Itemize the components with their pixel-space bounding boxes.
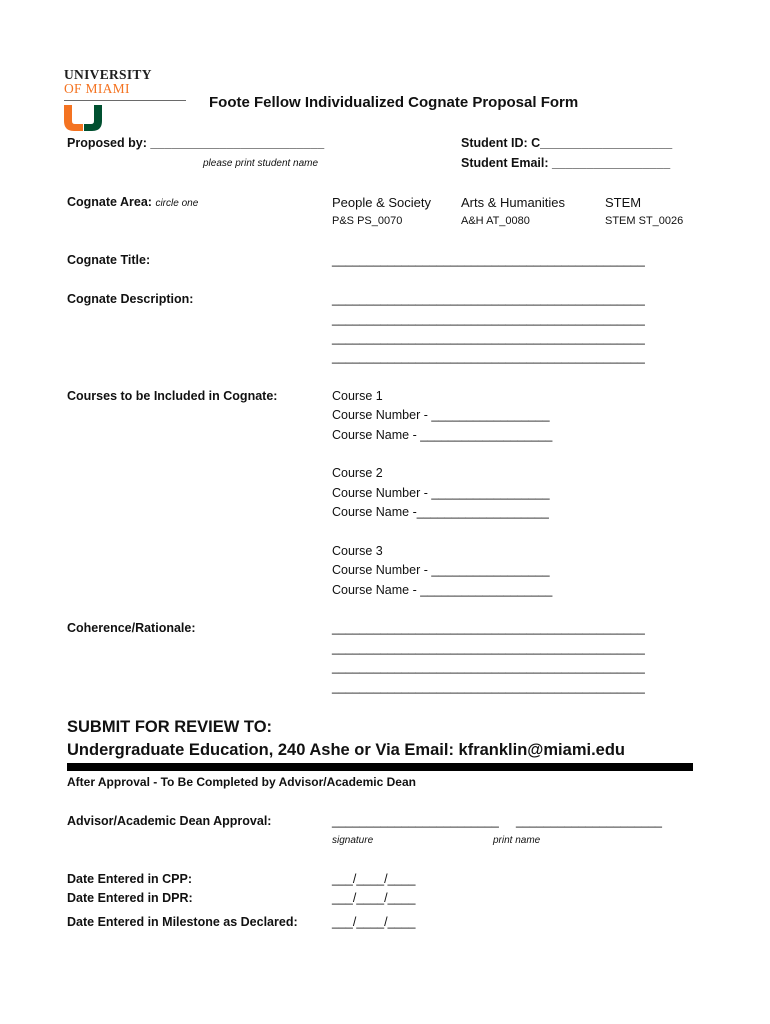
u-logo-icon xyxy=(64,105,102,131)
logo-line-2: OF MIAMI xyxy=(64,81,130,96)
course-3-number[interactable]: Course Number - _________________ xyxy=(332,563,550,577)
coherence-line[interactable]: _____________________________________________ xyxy=(332,641,645,655)
approval-label: Advisor/Academic Dean Approval: xyxy=(67,814,272,828)
code-stem: STEM ST_0026 xyxy=(605,215,684,227)
approval-section-title: After Approval - To Be Completed by Advisor/Academic Dean xyxy=(67,775,416,789)
course-2-name[interactable]: Course Name -___________________ xyxy=(332,505,549,519)
coherence-label: Coherence/Rationale: xyxy=(67,621,196,635)
description-line[interactable]: _____________________________________________ xyxy=(332,331,645,345)
signature-caption: signature xyxy=(332,835,374,846)
print-name-hint: please print student name xyxy=(203,158,319,169)
print-name-line[interactable]: _____________________ xyxy=(516,814,662,828)
cognate-area-label xyxy=(67,195,198,209)
date-cpp-label: Date Entered in CPP: xyxy=(67,872,193,886)
coherence-line[interactable]: _____________________________________________ xyxy=(332,680,645,694)
form-title: Foote Fellow Individualized Cognate Proposal Form xyxy=(209,94,579,111)
code-arts-humanities: A&H AT_0080 xyxy=(461,215,530,227)
print-name-caption: print name xyxy=(493,835,541,846)
course-3-name[interactable]: Course Name - ___________________ xyxy=(332,583,553,597)
course-1-name[interactable]: Course Name - ___________________ xyxy=(332,428,553,442)
course-2-number[interactable]: Course Number - _________________ xyxy=(332,486,550,500)
signature-line[interactable]: ________________________ xyxy=(332,814,499,828)
cognate-title-label: Cognate Title: xyxy=(67,253,151,267)
option-stem[interactable]: STEM xyxy=(605,195,642,210)
coherence-line[interactable]: _____________________________________________ xyxy=(332,660,645,674)
date-milestone-field[interactable]: ___/____/____ xyxy=(332,915,416,929)
date-cpp-field[interactable]: ___/____/____ xyxy=(332,872,416,886)
description-line[interactable]: _____________________________________________ xyxy=(332,350,645,364)
option-people-society[interactable]: People & Society xyxy=(332,195,432,210)
option-arts-humanities[interactable]: Arts & Humanities xyxy=(461,195,566,210)
course-1-title: Course 1 xyxy=(332,389,383,403)
section-divider xyxy=(67,763,693,771)
courses-label: Courses to be Included in Cognate: xyxy=(67,389,278,403)
code-people-society: P&S PS_0070 xyxy=(332,215,403,227)
course-1-number[interactable]: Course Number - _________________ xyxy=(332,408,550,422)
date-dpr-field[interactable]: ___/____/____ xyxy=(332,891,416,905)
cognate-area-hint: circle one xyxy=(155,198,199,209)
coherence-line[interactable]: _____________________________________________ xyxy=(332,621,645,635)
description-line[interactable]: _____________________________________________ xyxy=(332,292,645,306)
logo-rule xyxy=(64,100,186,101)
university-logo xyxy=(64,68,152,96)
date-milestone-label: Date Entered in Milestone as Declared: xyxy=(67,915,298,929)
submit-address: Undergraduate Education, 240 Ashe or Via Email: kfranklin@miami.edu xyxy=(67,741,625,759)
student-email-field[interactable]: Student Email: _________________ xyxy=(461,156,671,170)
proposed-by-field[interactable]: Proposed by: _________________________ xyxy=(67,136,325,150)
cognate-area-label-text: Cognate Area: xyxy=(67,195,152,209)
date-dpr-label: Date Entered in DPR: xyxy=(67,891,193,905)
cognate-title-line[interactable]: _____________________________________________ xyxy=(332,253,645,267)
description-line[interactable]: _____________________________________________ xyxy=(332,312,645,326)
cognate-description-label: Cognate Description: xyxy=(67,292,194,306)
logo-line-1: UNIVERSITY xyxy=(64,67,152,82)
submit-heading: SUBMIT FOR REVIEW TO: xyxy=(67,718,273,736)
student-id-field[interactable]: Student ID: C___________________ xyxy=(461,136,673,150)
course-3-title: Course 3 xyxy=(332,544,383,558)
course-2-title: Course 2 xyxy=(332,466,383,480)
